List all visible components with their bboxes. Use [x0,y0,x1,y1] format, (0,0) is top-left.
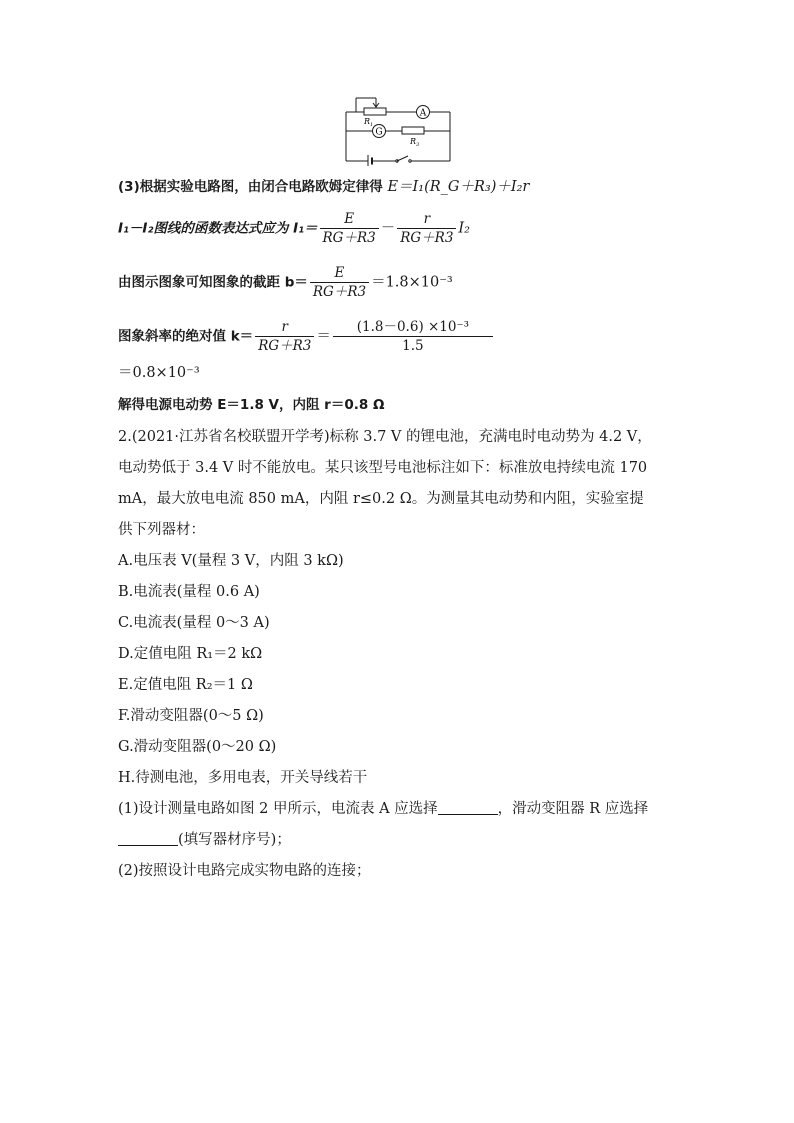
slope-equals: ＝ [316,328,331,345]
option-a: A.电压表 V(量程 3 V，内阻 3 kΩ) [118,553,344,569]
option-d: D.定值电阻 R₁＝2 kΩ [118,646,263,662]
r1-label: $R_1$ [364,117,374,128]
option-c: C.电流表(量程 0～3 A) [118,615,270,631]
option-e: E.定值电阻 R₂＝1 Ω [118,677,253,693]
slope-fraction-r: $\frac{r}{RG+R3}$ [255,318,314,355]
r3-label: $R_3$ [410,137,420,148]
fraction-e: $\frac{E}{RG+R3}$ [320,210,379,247]
solution-line: 解得电源电动势 E＝1.8 V，内阻 r＝0.8 Ω [118,397,385,413]
minus-sign: － [380,220,396,237]
option-b: B.电流表(量程 0.6 A) [118,584,260,600]
function-line [118,210,470,247]
sub-question-1: (1)设计测量电路如图 2 甲所示，电流表 A 应选择 ，滑动变阻器 R 应选择 [118,801,649,817]
slope-result: ＝0.8×10⁻³ [118,365,200,381]
slope-fraction-value: $\frac{\text{(1.8－0.6) ×10⁻³}}{1.5}$ [333,318,493,355]
q2-line-4: 供下列器材： [118,522,205,538]
sub-question-2: (2)按照设计电路完成实物电路的连接； [118,863,371,879]
intercept-text: 由图示图象可知图象的截距 b＝ [118,274,308,291]
intercept-line [118,264,453,301]
q2-line-3: mA，最大放电电流 850 mA，内阻 r≤0.2 Ω。为测量其电动势和内阻，实验室提 [118,491,644,507]
answer-blank-rheostat[interactable] [118,831,178,846]
intercept-value: ＝1.8×10⁻³ [371,274,453,291]
slope-text: 图象斜率的绝对值 k＝ [118,328,254,345]
step3-equation: E＝I₁(R_G＋R₃)＋I₂r [387,179,530,195]
ammeter-label: A [419,108,427,119]
sub-question-1-cont: (填写器材序号)； [118,830,291,850]
intercept-fraction: $\frac{E}{RG+R3}$ [310,264,369,301]
option-g: G.滑动变阻器(0～20 Ω) [118,739,277,755]
circuit-diagram [340,94,456,166]
answer-blank-ammeter[interactable] [438,800,498,815]
step3-text: (3)根据实验电路图，由闭合电路欧姆定律得 [118,179,388,195]
q2-line-2: 电动势低于 3.4 V 时不能放电。某只该型号电池标注如下：标准放电持续电流 170 [118,460,648,476]
slope-line [118,318,495,355]
q2-line-1: 2.(2021·江苏省名校联盟开学考)标称 3.7 V 的锂电池，充满电时电动势为 4.2 V， [118,429,652,445]
function-text: I₁－I₂图线的函数表达式应为 I₁＝ [118,220,318,237]
step3-line [118,177,529,197]
option-f: F.滑动变阻器(0～5 Ω) [118,708,264,724]
option-h: H.待测电池，多用电表，开关导线若干 [118,770,368,786]
function-tail: I₂ [458,220,470,237]
fraction-r: $\frac{r}{RG+R3}$ [397,210,456,247]
galvanometer-label: G [375,127,383,138]
